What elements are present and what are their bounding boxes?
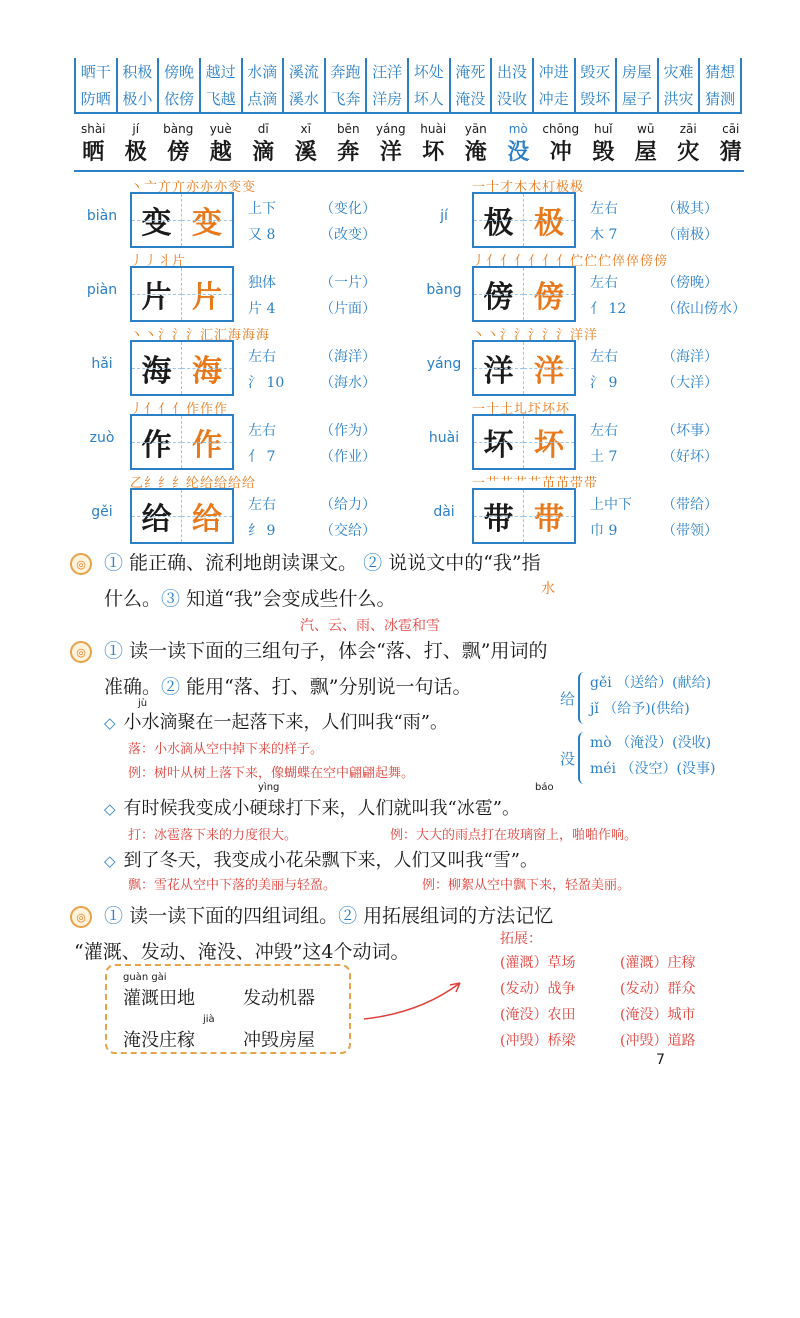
stroke-order: 丶亠亣亣亦亦亦变变 <box>130 180 257 195</box>
extension-title: 拓展： <box>500 931 542 947</box>
word-group: 冲毁房屋 <box>243 1030 315 1051</box>
char-orange: 极 <box>524 194 574 246</box>
extension-item: (淹没）农田 <box>500 1007 576 1023</box>
word-strip-cell: 坏处 坏人 <box>409 58 451 112</box>
pinyin-cell: xī 溪 <box>294 122 317 165</box>
char-pinyin: biàn <box>86 208 118 224</box>
char-grid <box>472 488 576 544</box>
char-grid <box>130 192 234 248</box>
char-info: 左右 （极其） 木 7 （南极） <box>590 201 718 243</box>
note-forms: 汽、云、雨、冰雹和雪 <box>300 618 440 634</box>
pinyin-cell: jí 极 <box>124 122 147 165</box>
char-grid <box>130 414 234 470</box>
char-pinyin: yáng <box>426 356 462 372</box>
s1-note1: 落：小水滴从空中掉下来的样子。 <box>128 742 324 757</box>
word-strip <box>74 58 742 112</box>
exercise-icon: ◎ <box>70 906 92 928</box>
s2-pinyin2: báo <box>535 782 554 793</box>
char-orange: 片 <box>182 268 232 320</box>
pinyin-cell: bēn 奔 <box>336 122 360 165</box>
char-orange: 坏 <box>524 416 574 468</box>
char-info: 上中下 （带给） 巾 9 （带领） <box>590 497 718 539</box>
diamond-icon: ◇ <box>104 800 116 818</box>
pinyin-cell: zāi 灾 <box>677 122 700 165</box>
char-info: 上下 （变化） 又 8 （改变） <box>248 201 376 243</box>
pinyin-cell: huài 坏 <box>420 122 447 165</box>
stroke-order: 丿亻亻亻作作作 <box>130 402 229 417</box>
word-strip-cell: 奔跑 飞奔 <box>326 58 368 112</box>
stroke-order: 一十土圠圷坏坏 <box>472 402 571 417</box>
char-info: 左右 （傍晚） 亻 12 （依山傍水） <box>590 275 746 317</box>
extension-item: (淹没）城市 <box>620 1007 696 1023</box>
s2-note2: 例：大大的雨点打在玻璃窗上，啪啪作响。 <box>390 828 638 843</box>
char-pinyin: bàng <box>426 282 462 298</box>
word-group: 灌溉田地 <box>123 988 195 1009</box>
word-strip-cell: 积极 极小 <box>118 58 160 112</box>
char-black: 给 <box>132 490 182 542</box>
word-group: 发动机器 <box>243 988 315 1009</box>
ex2-line1: ① 读一读下面的三组句子，体会“落、打、飘”用词的 <box>104 640 548 662</box>
stroke-order: 一艹艹艹艹芇芇带带 <box>472 476 599 491</box>
char-black: 海 <box>132 342 182 394</box>
stroke-order: 丶丶氵氵氵氵氵洋洋 <box>472 328 599 343</box>
pinyin-row <box>72 122 752 166</box>
character-card <box>78 398 418 472</box>
char-pinyin: hǎi <box>91 356 113 372</box>
char-info: 左右 （海洋） 氵 9 （大洋） <box>590 349 718 391</box>
char-pinyin: gěi <box>91 504 113 520</box>
char-info: 独体 （一片） 片 4 （片面） <box>248 275 376 317</box>
strip-underline <box>74 112 742 114</box>
s1-note2: 例：树叶从树上落下来，像蝴蝶在空中翩翩起舞。 <box>128 766 415 781</box>
character-card <box>420 398 760 472</box>
bracket-gei: 给 gěi （送给）(献给) jǐ （给予)(供给) <box>560 672 760 726</box>
character-card <box>420 176 760 250</box>
stroke-order: 丶丶氵氵氵汇汇海海海 <box>130 328 271 343</box>
stroke-order: 一十才木木朾极极 <box>472 180 585 195</box>
char-pinyin: piàn <box>86 282 118 298</box>
char-orange: 带 <box>524 490 574 542</box>
word-strip-cell: 出没 没收 <box>492 58 534 112</box>
character-card <box>420 250 760 324</box>
word-group: 淹没庄稼 <box>123 1030 195 1051</box>
char-grid <box>130 266 234 322</box>
pinyin-cell: shài 晒 <box>80 122 106 165</box>
character-card <box>78 472 418 546</box>
char-grid <box>130 340 234 396</box>
ex1-line2: 什么。③ 知道“我”会变成些什么。 <box>104 588 396 610</box>
char-info: 左右 （海洋） 氵 10 （海水） <box>248 349 376 391</box>
word-strip-cell: 汪洋 洋房 <box>367 58 409 112</box>
char-black: 变 <box>132 194 182 246</box>
char-orange: 洋 <box>524 342 574 394</box>
extension-item: (灌溉）庄稼 <box>620 955 696 971</box>
exercise-icon: ◎ <box>70 553 92 575</box>
word-strip-cell: 灾难 洪灾 <box>659 58 701 112</box>
pinyin-cell: dī 滴 <box>252 122 275 165</box>
char-black: 洋 <box>474 342 524 394</box>
note-water: 水 <box>541 581 555 597</box>
pinyin-cell: chōng 冲 <box>542 122 580 165</box>
ex3-line2: “灌溉、发动、淹没、冲毁”这4个动词。 <box>74 941 410 963</box>
rule-line <box>74 170 744 172</box>
char-info: 左右 （作为） 亻 7 （作业） <box>248 423 376 465</box>
word-group-box: guàn gài 灌溉田地 发动机器 jià 淹没庄稼 冲毁房屋 <box>105 964 351 1054</box>
ex1-line1: ① 能正确、流利地朗读课文。 ② 说说文中的“我”指 <box>104 552 541 574</box>
extension-item: (冲毁）道路 <box>620 1033 696 1049</box>
pinyin-cell: huǐ 毁 <box>592 122 615 165</box>
char-orange: 作 <box>182 416 232 468</box>
extension-item: (冲毁）桥梁 <box>500 1033 576 1049</box>
extension-item: (灌溉）草场 <box>500 955 576 971</box>
s2-note1: 打：冰雹落下来的力度很大。 <box>128 828 298 843</box>
pinyin-cell: yuè 越 <box>209 122 232 165</box>
stroke-order: 丿亻亻亻亻亻亻伫伫伫倅倅傍傍 <box>472 254 669 269</box>
word-strip-cell: 猜想 猜测 <box>700 58 742 112</box>
char-pinyin: jí <box>440 208 448 224</box>
char-info: 左右 （给力） 纟 9 （交给） <box>248 497 376 539</box>
pinyin-cell: cāi 猜 <box>719 122 742 165</box>
char-black: 坏 <box>474 416 524 468</box>
diamond-icon: ◇ <box>104 852 116 870</box>
pinyin-cell: wū 屋 <box>634 122 657 165</box>
sentence-2: ◇ 有时候我变成小硬球打下来，人们就叫我“冰雹”。 <box>104 798 520 819</box>
char-black: 傍 <box>474 268 524 320</box>
char-black: 带 <box>474 490 524 542</box>
character-card <box>78 176 418 250</box>
char-orange: 给 <box>182 490 232 542</box>
diamond-icon: ◇ <box>104 714 116 732</box>
pinyin-cell: yān 淹 <box>464 122 487 165</box>
extension-item: (发动）群众 <box>620 981 696 997</box>
pinyin-cell: mò 没 <box>507 122 530 165</box>
sentence-3: ◇ 到了冬天，我变成小花朵飘下来，人们又叫我“雪”。 <box>104 850 538 871</box>
s1-pinyin: jù <box>138 698 148 709</box>
pinyin-cell: bàng 傍 <box>163 122 194 165</box>
pinyin-cell: yáng 洋 <box>375 122 406 165</box>
char-pinyin: dài <box>433 504 455 520</box>
char-grid <box>472 266 576 322</box>
char-pinyin: zuò <box>89 430 115 446</box>
word-strip-cell: 水滴 点滴 <box>243 58 285 112</box>
s2-pinyin: yìng <box>258 782 280 793</box>
word-strip-cell: 房屋 屋子 <box>617 58 659 112</box>
char-grid <box>472 414 576 470</box>
ex3-line1: ① 读一读下面的四组词组。② 用拓展组词的方法记忆 <box>104 905 554 927</box>
character-card <box>420 324 760 398</box>
word-strip-cell: 越过 飞越 <box>201 58 243 112</box>
char-grid <box>130 488 234 544</box>
arrow-icon <box>360 975 470 1025</box>
bracket-mei: 没 mò （淹没）(没收) méi （没空）(没事) <box>560 732 760 786</box>
page-number: 7 <box>656 1052 665 1068</box>
s3-note2: 例：柳絮从空中飘下来，轻盈美丽。 <box>422 878 631 893</box>
character-card <box>78 324 418 398</box>
char-info: 左右 （坏事） 土 7 （好坏） <box>590 423 718 465</box>
extension-item: (发动）战争 <box>500 981 576 997</box>
exercise-icon: ◎ <box>70 641 92 663</box>
ex2-line2: 准确。② 能用“落、打、飘”分别说一句话。 <box>104 676 472 698</box>
character-card <box>420 472 760 546</box>
char-black: 片 <box>132 268 182 320</box>
char-orange: 海 <box>182 342 232 394</box>
char-grid <box>472 340 576 396</box>
char-black: 极 <box>474 194 524 246</box>
word-strip-cell: 淹死 淹没 <box>451 58 493 112</box>
word-strip-cell: 溪流 溪水 <box>284 58 326 112</box>
word-strip-cell: 傍晚 依傍 <box>159 58 201 112</box>
char-orange: 傍 <box>524 268 574 320</box>
word-strip-cell: 毁灭 毁坏 <box>576 58 618 112</box>
char-grid <box>472 192 576 248</box>
stroke-order: 乙纟纟纟纶给给给给 <box>130 476 257 491</box>
char-black: 作 <box>132 416 182 468</box>
char-orange: 变 <box>182 194 232 246</box>
s3-note1: 飘：雪花从空中下落的美丽与轻盈。 <box>128 878 337 893</box>
word-strip-cell: 冲进 冲走 <box>534 58 576 112</box>
word-strip-cell: 晒干 防晒 <box>76 58 118 112</box>
char-pinyin: huài <box>428 430 460 446</box>
stroke-order: 丿丿丬片 <box>130 254 187 269</box>
character-card <box>78 250 418 324</box>
sentence-1: ◇ 小水滴聚在一起落下来，人们叫我“雨”。 <box>104 712 448 733</box>
